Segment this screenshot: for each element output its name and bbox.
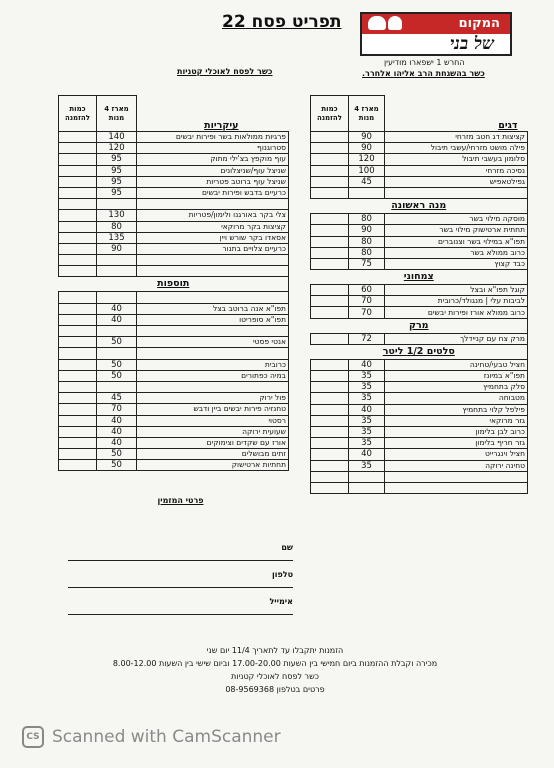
menu-item-price: 90 — [97, 243, 137, 254]
menu-item-name: כרעיים בדבש ופירות יבשים — [137, 187, 289, 198]
quantity-cell[interactable] — [59, 460, 97, 471]
menu-row — [59, 292, 289, 303]
menu-row — [311, 214, 528, 225]
menu-item-price — [97, 255, 137, 266]
menu-item-price — [349, 471, 385, 482]
menu-item-price: 50 — [97, 359, 137, 370]
chef-hat-icon — [368, 16, 386, 30]
quantity-cell[interactable] — [59, 404, 97, 415]
quantity-cell[interactable] — [311, 285, 349, 296]
menu-item-price: 80 — [349, 214, 385, 225]
menu-item-price: 40 — [349, 449, 385, 460]
menu-item-price: 45 — [97, 393, 137, 404]
menu-item-name: צלי בקר באורגנו ולימון/פטריות — [137, 210, 289, 221]
menu-item-name: חציל וינגרייט — [385, 449, 528, 460]
section-heading: דגים — [385, 96, 528, 132]
menu-row — [311, 176, 528, 187]
quantity-cell[interactable] — [59, 176, 97, 187]
menu-item-price: 35 — [349, 460, 385, 471]
menu-row — [59, 359, 289, 370]
menu-row — [311, 236, 528, 247]
menu-row — [311, 285, 528, 296]
address: החרש 1 ישפארו מודיעין — [384, 58, 465, 67]
menu-item-name: סלומון בעשבי תיבול — [385, 154, 528, 165]
quantity-cell[interactable] — [311, 438, 349, 449]
quantity-cell[interactable] — [311, 165, 349, 176]
menu-item-price: 45 — [349, 176, 385, 187]
menu-item-price — [97, 326, 137, 337]
quantity-cell[interactable] — [311, 307, 349, 318]
menu-row — [311, 371, 528, 382]
menu-item-name: שניצל עוף ברוטב פטריות — [137, 176, 289, 187]
menu-row — [59, 326, 289, 337]
quantity-cell[interactable] — [311, 426, 349, 437]
section-heading: סלטים 1/2 ליטר — [311, 344, 528, 359]
menu-item-price: 35 — [349, 382, 385, 393]
menu-item-name — [137, 199, 289, 210]
qty-column-header: כמות להזמנה — [311, 96, 349, 132]
quantity-cell[interactable] — [311, 404, 349, 415]
menu-item-name: אסאדו בקר שורש ויין — [137, 232, 289, 243]
menu-row — [59, 415, 289, 426]
menu-item-price: 80 — [97, 221, 137, 232]
quantity-cell[interactable] — [311, 471, 349, 482]
menu-item-price: 35 — [349, 371, 385, 382]
menu-row — [59, 426, 289, 437]
price-column-header: מארז 4 מנות — [349, 96, 385, 132]
menu-item-name: חציל טבעי/טחינה — [385, 359, 528, 370]
menu-row — [59, 348, 289, 359]
contact-phone: פרטים בטלפון 08-9569368 — [225, 685, 325, 694]
menu-item-name — [385, 471, 528, 482]
email-field[interactable]: אימייל — [68, 597, 293, 615]
quantity-cell[interactable] — [59, 143, 97, 154]
menu-item-name: תחתית ארטישוק מילוי בשר — [385, 225, 528, 236]
menu-item-price: 50 — [97, 337, 137, 348]
menu-row — [59, 199, 289, 210]
logo-top-text: המקום — [458, 16, 500, 31]
quantity-cell[interactable] — [59, 210, 97, 221]
menu-item-name: תפו"א אנה ברוטב בצל — [137, 303, 289, 314]
quantity-cell[interactable] — [59, 415, 97, 426]
menu-row — [311, 393, 528, 404]
menu-item-name: במיה כפתורים — [137, 370, 289, 381]
menu-item-name — [137, 381, 289, 392]
menu-item-name: מטבוחה — [385, 393, 528, 404]
menu-row — [311, 333, 528, 344]
quantity-cell[interactable] — [59, 266, 97, 277]
menu-item-price: 50 — [97, 460, 137, 471]
menu-row — [59, 243, 289, 254]
camscanner-watermark — [22, 726, 322, 748]
quantity-cell[interactable] — [311, 333, 349, 344]
menu-item-name: גזר מרוקאי — [385, 415, 528, 426]
menu-row — [311, 415, 528, 426]
kosher-footer: כשר לפסח לאוכלי קטניות — [231, 672, 319, 681]
quantity-cell[interactable] — [311, 258, 349, 269]
menu-item-name: תחתיות ארטישוק — [137, 460, 289, 471]
menu-item-name: פילה מושט מזרחי/עשבי תיבול — [385, 143, 528, 154]
quantity-cell[interactable] — [311, 176, 349, 187]
menu-item-name: כרוב לבן בלימון — [385, 426, 528, 437]
menu-item-name: עוף מוקפץ בצ'ילי מתוק — [137, 154, 289, 165]
menu-row — [59, 165, 289, 176]
quantity-cell[interactable] — [311, 393, 349, 404]
quantity-cell[interactable] — [59, 337, 97, 348]
menu-row — [59, 132, 289, 143]
menu-item-price: 35 — [349, 415, 385, 426]
right-menu-column — [310, 95, 528, 494]
name-field[interactable]: שם — [68, 543, 293, 561]
menu-item-price: 70 — [97, 404, 137, 415]
menu-item-price — [349, 482, 385, 493]
menu-item-name: שעועית ירוקה — [137, 426, 289, 437]
menu-item-price: 70 — [349, 307, 385, 318]
menu-item-name: טחינה ירוקה — [385, 460, 528, 471]
menu-item-price: 95 — [97, 176, 137, 187]
menu-item-price — [97, 292, 137, 303]
quantity-cell[interactable] — [59, 381, 97, 392]
menu-row — [311, 307, 528, 318]
menu-item-name: נסיכה מזרחי — [385, 165, 528, 176]
menu-item-price: 40 — [97, 426, 137, 437]
quantity-cell[interactable] — [59, 199, 97, 210]
menu-item-name: שניצל עוף/שניצלונים — [137, 165, 289, 176]
menu-row — [311, 460, 528, 471]
menu-item-name: פרגיות ממולאות בשר ופירות יבשים — [137, 132, 289, 143]
quantity-cell[interactable] — [311, 132, 349, 143]
phone-field[interactable]: טלפון — [68, 570, 293, 588]
quantity-cell[interactable] — [311, 415, 349, 426]
section-heading: צמחוני — [311, 270, 528, 285]
menu-item-price: 70 — [349, 296, 385, 307]
menu-item-name: גזר חריף בלימון — [385, 438, 528, 449]
menu-row — [59, 370, 289, 381]
menu-row — [311, 165, 528, 176]
menu-row — [311, 359, 528, 370]
menu-item-name: תפו"א סופריטו — [137, 314, 289, 325]
quantity-cell[interactable] — [311, 247, 349, 258]
quantity-cell[interactable] — [59, 255, 97, 266]
menu-item-price: 130 — [97, 210, 137, 221]
section-heading: מנה ראשונה — [311, 199, 528, 214]
menu-item-name: קציצות בקר מרוקאי — [137, 221, 289, 232]
kosher-supervision: כשר בהשגחת הרב אליהו אלחרר. — [362, 69, 485, 78]
quantity-cell[interactable] — [59, 393, 97, 404]
menu-item-name: מרק צח עם קניידלך — [385, 333, 528, 344]
quantity-cell[interactable] — [59, 348, 97, 359]
camscanner-logo-icon: CS — [22, 726, 44, 748]
quantity-cell[interactable] — [59, 426, 97, 437]
menu-row — [59, 266, 289, 277]
menu-item-price — [97, 199, 137, 210]
camscanner-text: Scanned with CamScanner — [52, 727, 281, 747]
menu-item-price: 80 — [349, 247, 385, 258]
menu-item-price: 120 — [349, 154, 385, 165]
menu-item-price: 75 — [349, 258, 385, 269]
quantity-cell[interactable] — [311, 371, 349, 382]
menu-row — [311, 482, 528, 493]
quantity-cell[interactable] — [59, 303, 97, 314]
menu-item-price: 140 — [97, 132, 137, 143]
menu-item-price: 50 — [97, 370, 137, 381]
menu-row — [311, 426, 528, 437]
quantity-cell[interactable] — [59, 221, 97, 232]
menu-item-price: 72 — [349, 333, 385, 344]
menu-item-name — [137, 292, 289, 303]
menu-row — [59, 437, 289, 448]
menu-item-name: קוגל תפו"א ובצל — [385, 285, 528, 296]
menu-item-price: 40 — [349, 359, 385, 370]
section-heading: עיקריות — [137, 96, 289, 132]
quantity-cell[interactable] — [59, 165, 97, 176]
menu-item-name — [137, 266, 289, 277]
quantity-cell[interactable] — [59, 232, 97, 243]
quantity-cell[interactable] — [59, 359, 97, 370]
menu-item-price: 40 — [349, 404, 385, 415]
menu-item-name: לביבות עלי | מנגולד/כרובית — [385, 296, 528, 307]
menu-row — [59, 187, 289, 198]
menu-item-price: 90 — [349, 132, 385, 143]
menu-item-price: 100 — [349, 165, 385, 176]
menu-row — [59, 337, 289, 348]
qty-column-header: כמות להזמנה — [59, 96, 97, 132]
menu-item-price: 40 — [97, 303, 137, 314]
menu-item-price: 40 — [97, 415, 137, 426]
quantity-cell[interactable] — [311, 236, 349, 247]
menu-row — [59, 460, 289, 471]
menu-item-name: גפילטאפיש — [385, 176, 528, 187]
chef-hat-icon — [388, 16, 402, 30]
menu-item-name: טחנזיה פירות יבשים ביין ודבש — [137, 404, 289, 415]
quantity-cell[interactable] — [311, 359, 349, 370]
menu-item-name — [385, 482, 528, 493]
menu-item-name: פול ירוק — [137, 393, 289, 404]
menu-item-name: אורז עם שקדים וצימוקים — [137, 437, 289, 448]
quantity-cell[interactable] — [311, 214, 349, 225]
menu-row — [59, 210, 289, 221]
menu-item-price: 90 — [349, 143, 385, 154]
quantity-cell[interactable] — [59, 314, 97, 325]
order-deadline: הזמנות יתקבלו עד לתאריך 11/4 יום שני — [206, 646, 344, 655]
menu-row — [311, 258, 528, 269]
menu-item-price: 95 — [97, 154, 137, 165]
menu-row — [59, 176, 289, 187]
quantity-cell[interactable] — [59, 326, 97, 337]
menu-item-name — [137, 348, 289, 359]
menu-row — [311, 471, 528, 482]
menu-row — [59, 255, 289, 266]
menu-row — [59, 381, 289, 392]
footer-info — [60, 644, 490, 696]
menu-row — [311, 247, 528, 258]
menu-item-name: אנטי פסטי — [137, 337, 289, 348]
quantity-cell[interactable] — [311, 296, 349, 307]
menu-item-name: רסטוי — [137, 415, 289, 426]
kosher-note: כשר לפסח לאוכלי קטניות — [177, 67, 273, 76]
restaurant-logo — [360, 12, 512, 56]
left-menu-column — [58, 95, 289, 471]
page-title: תפריט פסח 22 — [222, 12, 342, 32]
menu-row — [311, 296, 528, 307]
quantity-cell[interactable] — [59, 154, 97, 165]
menu-item-name: פילפל קלוי בתחמיץ — [385, 404, 528, 415]
quantity-cell[interactable] — [311, 187, 349, 198]
menu-row — [311, 132, 528, 143]
pickup-hours: מכירה וקבלת ההזמנות ביום חמישי בין השעות 17.00-20.00 וביום שישי בין השעות 8.00-12.00 — [112, 659, 438, 668]
quantity-cell[interactable] — [311, 482, 349, 493]
section-heading: תוספות — [59, 277, 289, 292]
quantity-cell[interactable] — [59, 243, 97, 254]
menu-item-name: קציצות דג חטב מזרחי — [385, 132, 528, 143]
quantity-cell[interactable] — [311, 449, 349, 460]
menu-item-price: 40 — [97, 437, 137, 448]
menu-item-name: כרעיים צלויים בתנור — [137, 243, 289, 254]
quantity-cell[interactable] — [311, 460, 349, 471]
menu-row — [59, 404, 289, 415]
section-heading: מרק — [311, 318, 528, 333]
customer-details — [68, 496, 293, 624]
menu-row — [59, 314, 289, 325]
menu-row — [311, 438, 528, 449]
menu-item-price: 95 — [97, 187, 137, 198]
menu-item-price: 80 — [349, 236, 385, 247]
menu-item-name: סלק בתחמיץ — [385, 382, 528, 393]
quantity-cell[interactable] — [59, 292, 97, 303]
menu-row — [59, 221, 289, 232]
quantity-cell[interactable] — [311, 154, 349, 165]
price-column-header: מארז 4 מנות — [97, 96, 137, 132]
menu-row — [311, 382, 528, 393]
menu-item-name — [137, 326, 289, 337]
menu-item-price: 50 — [97, 449, 137, 460]
menu-item-price — [349, 187, 385, 198]
menu-row — [311, 449, 528, 460]
menu-row — [311, 187, 528, 198]
menu-item-price: 95 — [97, 165, 137, 176]
quantity-cell[interactable] — [311, 382, 349, 393]
menu-item-name: תפו"א במילוי בשר וצנוברים — [385, 236, 528, 247]
logo-name-text: של בני — [449, 34, 494, 54]
menu-item-price — [97, 348, 137, 359]
menu-item-name: מוסקה מילוי בשר — [385, 214, 528, 225]
menu-item-price: 60 — [349, 285, 385, 296]
customer-details-title: פרטי המזמין — [157, 496, 204, 505]
menu-item-name: כרובית — [137, 359, 289, 370]
quantity-cell[interactable] — [59, 370, 97, 381]
menu-item-price — [97, 381, 137, 392]
quantity-cell[interactable] — [59, 187, 97, 198]
quantity-cell[interactable] — [311, 143, 349, 154]
quantity-cell[interactable] — [59, 132, 97, 143]
menu-item-name — [385, 187, 528, 198]
quantity-cell[interactable] — [59, 437, 97, 448]
menu-row — [59, 154, 289, 165]
menu-row — [59, 143, 289, 154]
quantity-cell[interactable] — [311, 225, 349, 236]
menu-item-name: זתים מבושלים — [137, 449, 289, 460]
quantity-cell[interactable] — [59, 449, 97, 460]
menu-row — [311, 143, 528, 154]
menu-item-price: 35 — [349, 438, 385, 449]
menu-row — [59, 232, 289, 243]
left-menu-table — [58, 95, 289, 471]
menu-item-name: כבד קצוץ — [385, 258, 528, 269]
menu-row — [59, 303, 289, 314]
menu-item-price: 40 — [97, 314, 137, 325]
menu-row — [311, 154, 528, 165]
menu-row — [59, 449, 289, 460]
menu-row — [59, 393, 289, 404]
menu-item-price — [97, 266, 137, 277]
menu-item-price: 35 — [349, 393, 385, 404]
menu-item-name: כרוב ממולא אורז ופירות יבשים — [385, 307, 528, 318]
menu-item-name: סטרוגנוף — [137, 143, 289, 154]
menu-item-name: כרוב ממולא בשר — [385, 247, 528, 258]
right-menu-table — [310, 95, 528, 494]
menu-item-name — [137, 255, 289, 266]
menu-item-price: 120 — [97, 143, 137, 154]
menu-item-price: 35 — [349, 426, 385, 437]
menu-item-name: תפו"א במיונז — [385, 371, 528, 382]
menu-item-price: 135 — [97, 232, 137, 243]
menu-row — [311, 225, 528, 236]
menu-row — [311, 404, 528, 415]
menu-item-price: 90 — [349, 225, 385, 236]
